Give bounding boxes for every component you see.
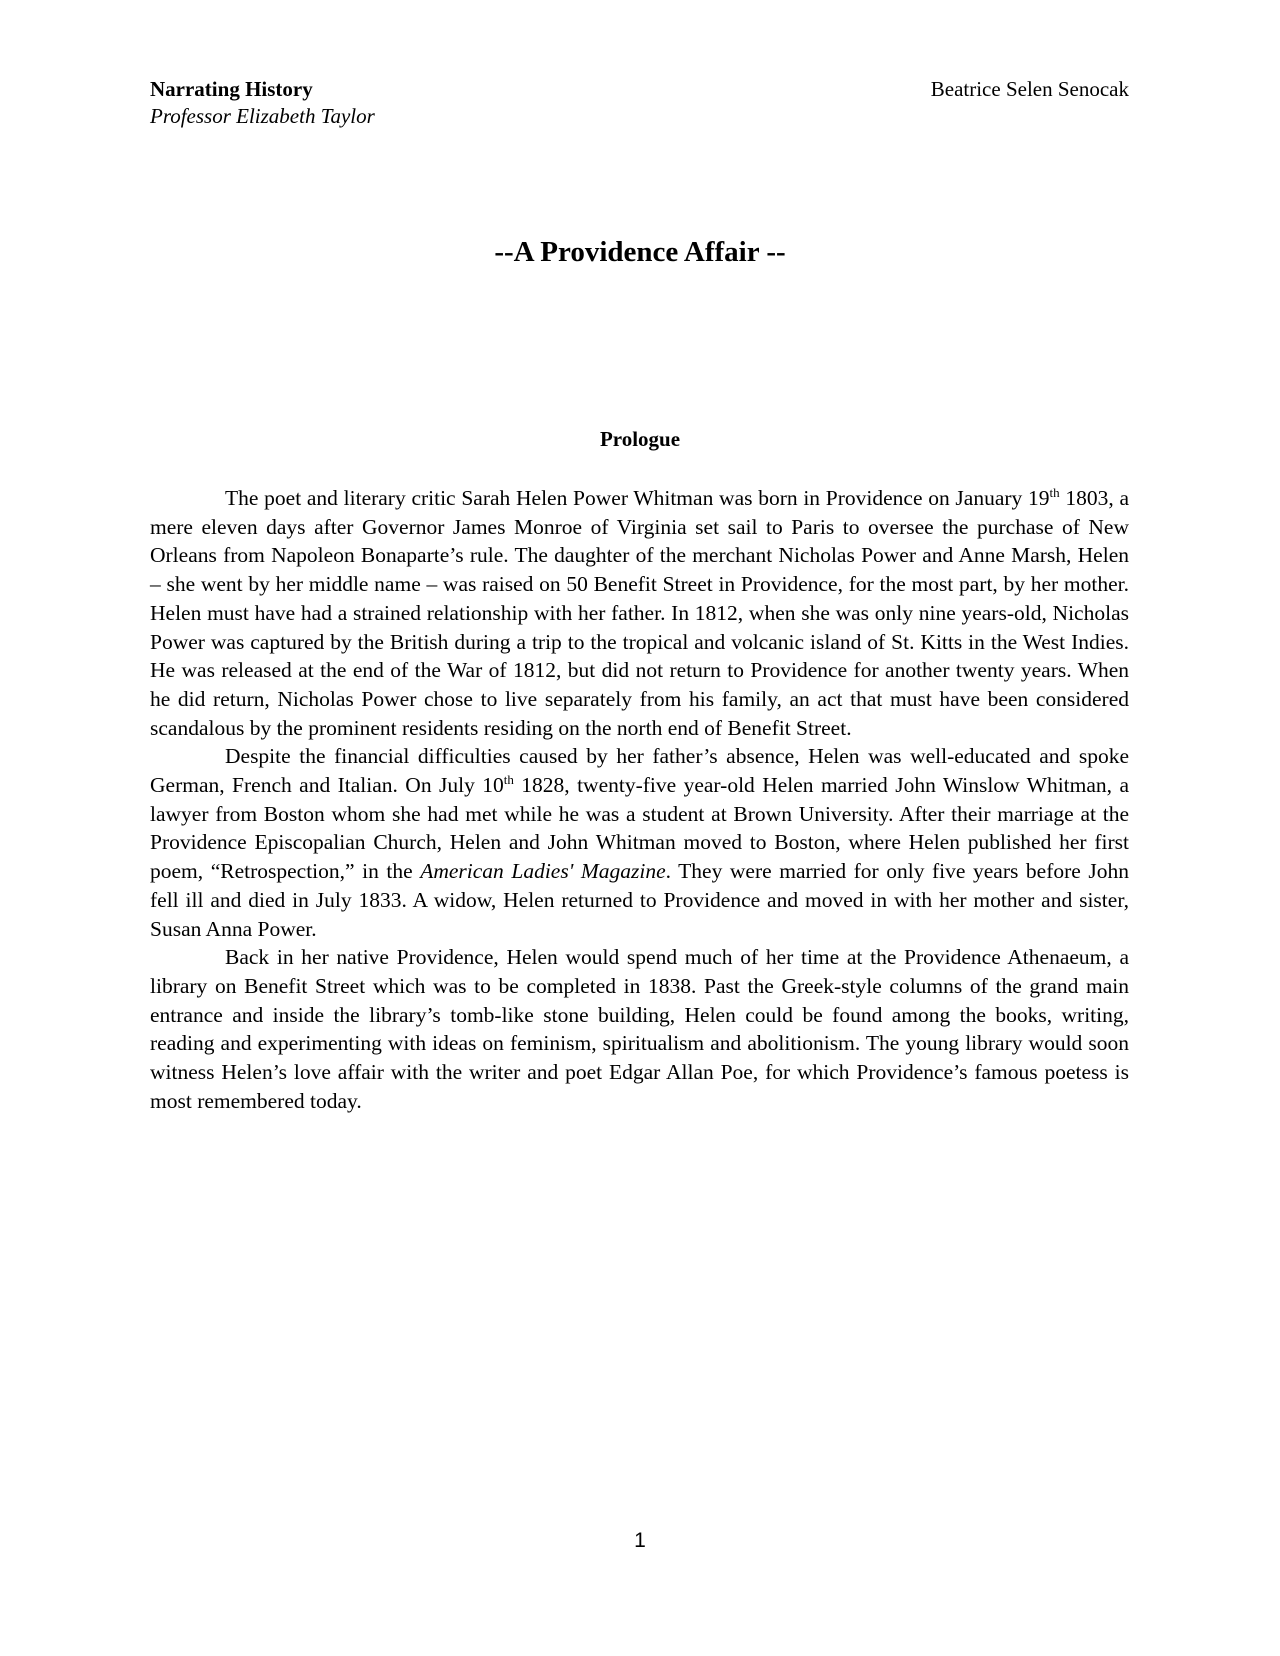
course-name: Narrating History — [150, 77, 313, 101]
professor-name: Professor Elizabeth Taylor — [150, 104, 375, 128]
magazine-title: American Ladies' Magazine — [420, 859, 666, 884]
paragraph-2-superscript: th — [503, 771, 514, 787]
paragraph-1 — [150, 484, 1129, 742]
paragraph-1-text-b: 1803, a mere eleven days after Governor James Monroe of Virginia set sail to Paris to oversee the purchase of New Orleans from Napoleon Bonaparte’s rule. The daughter of the merchant Nicholas Power and Anne Marsh, Helen – she went by her middle name – was raised on 50 Benefit Street in Providence, for the most part, by her mother. Helen must have had a strained relationship with her father. In 1812, when she was only nine years-old, Nicholas Power was captured by the British during a trip to the tropical and volcanic island of St. Kitts in the West Indies. He was released at the end of the War of 1812, but did not return to Providence for another twenty years. When he did return, Nicholas Power chose to live separately from his family, an act that must have been considered scandalous by the prominent residents residing on the north end of Benefit Street. — [150, 486, 1129, 740]
section-heading: Prologue — [599, 427, 681, 451]
paragraph-2 — [150, 742, 1129, 943]
body-text — [150, 484, 1129, 1115]
paragraph-1-superscript: th — [1049, 484, 1060, 500]
paragraph-3: Back in her native Providence, Helen would spend much of her time at the Providence Athenaeum, a library on Benefit Street which was to be completed in 1838. Past the Greek-style columns of the grand main entrance and inside the library’s tomb-like stone building, Helen could be found among the books, writing, reading and experimenting with ideas on feminism, spiritualism and abolitionism. The young library would soon witness Helen’s love affair with the writer and poet Edgar Allan Poe, for which Providence’s famous poetess is most remembered today. — [150, 945, 1129, 1113]
author-name: Beatrice Selen Senocak — [930, 77, 1129, 101]
page-number: 1 — [634, 1529, 646, 1552]
paragraph-2-text-a: Despite the financial difficulties caused by her father’s absence, Helen was well-educated and spoke German, French and Italian. On July 10 — [150, 744, 1129, 798]
paragraph-2-text-b: 1828, twenty-five year-old Helen married John Winslow Whitman, a lawyer from Boston whom she had met while he was a student at Brown University. After their marriage at the Providence Episcopalian Church, Helen and John Whitman moved to Boston, where Helen published her first poem, “Retrospection,” in the — [150, 773, 1129, 884]
paragraph-2-text-c: . They were married for only five years before John fell ill and died in July 1833. A widow, Helen returned to Providence and moved in with her mother and sister, Susan Anna Power. — [150, 859, 1129, 941]
document-title: --A Providence Affair -- — [494, 236, 786, 268]
paragraph-1-text-a: The poet and literary critic Sarah Helen Power Whitman was born in Providence on January 19 — [225, 486, 1050, 510]
header-left — [150, 76, 375, 130]
